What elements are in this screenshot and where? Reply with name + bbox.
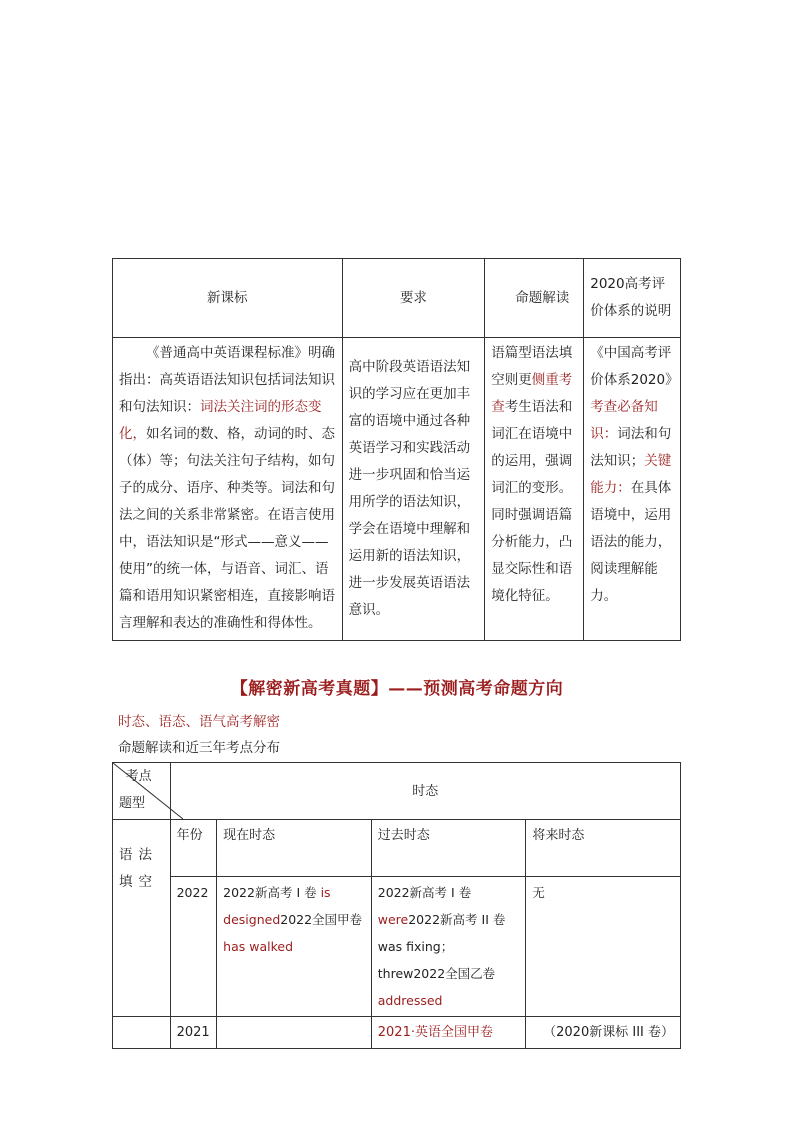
requirements-cell — [342, 338, 485, 641]
past-2022 — [371, 877, 526, 1017]
evaluation-knowledge: 考查必备知识： — [590, 399, 658, 442]
past-2022-b: were — [377, 912, 409, 927]
standards-table — [112, 258, 681, 641]
year-2022: 2022 — [170, 877, 217, 1017]
interpretation-a: 语篇型语法填空则更 — [491, 345, 573, 388]
header-evaluation-system: 2020高考评价体系的说明 — [584, 259, 681, 338]
present-2022-b: is designed — [223, 885, 331, 927]
requirements-text: 高中阶段英语语法知识的学习应在更加丰富的语境中通过各种英语学习和实践活动进一步巩固和恰当运用所学的语法知识，学会在语境中理解和运用新的语法知识，进一步发展英语语法意识。 — [348, 359, 471, 618]
diagonal-header-cell — [113, 763, 171, 820]
past-2021: 2021·英语全国甲卷 — [371, 1017, 526, 1049]
new-standard-cell — [113, 338, 343, 641]
past-header: 过去时态 — [371, 820, 526, 877]
evaluation-ability: 关键能力： — [590, 453, 672, 496]
header-new-standard: 新课标 — [113, 259, 343, 338]
interpretation-cell — [485, 338, 584, 641]
year-header: 年份 — [170, 820, 217, 877]
present-2021 — [217, 1017, 372, 1049]
present-2022-c: 2022全国甲卷 — [280, 912, 363, 927]
diag-bottom-label: 题型 — [119, 796, 146, 811]
evaluation-cell — [584, 338, 681, 641]
past-2022-c: 2022新高考 II 卷 was fixing；threw2022全国乙卷 — [377, 912, 506, 981]
evaluation-a: 《中国高考评价体系2020》 — [590, 345, 679, 388]
present-2022-a: 2022新高考 I 卷 — [223, 885, 321, 900]
header-interpretation: 命题解读 — [485, 259, 584, 338]
subheading-tense: 时态、语态、语气高考解密 — [118, 714, 280, 730]
row-label-continued — [113, 1017, 171, 1049]
future-2021: （2020新课标 III 卷） — [526, 1017, 681, 1049]
evaluation-c: 词法和句法知识； — [590, 426, 672, 469]
row-label: 语法填空 — [113, 820, 171, 1017]
future-2022: 无 — [526, 877, 681, 1017]
header-requirements: 要求 — [342, 259, 485, 338]
year-2021: 2021 — [170, 1017, 217, 1049]
evaluation-e: 在具体语境中，运用语法的能力，阅读理解能力。 — [590, 480, 672, 604]
tense-title: 时态 — [170, 763, 680, 820]
diag-top-label: 考点 — [125, 769, 152, 784]
standard-highlight: 词法关注词的形态变化， — [119, 399, 322, 442]
past-2022-a: 2022新高考 I 卷 — [377, 885, 472, 900]
present-2022-d: has walked — [223, 939, 293, 954]
present-2022 — [217, 877, 372, 1017]
interpretation-c: 考生语法和词汇在语境中的运用，强调词汇的变形。同时强调语篇分析能力，凸显交际性和语境化特征。 — [491, 399, 573, 604]
subheading-distribution: 命题解读和近三年考点分布 — [118, 740, 280, 756]
present-header: 现在时态 — [217, 820, 372, 877]
section-heading: 【解密新高考真题】——预测高考命题方向 — [230, 679, 564, 699]
standard-body: 如名词的数、格，动词的时、态（体）等；句法关注句子结构，如句子的成分、语序、种类等。词法和句法之间的关系非常紧密。在语言使用中，语法知识是“形式——意义——使用”的统一体，与语音、词汇、语篇和语用知识紧密相连，直接影响语言理解和表达的准确性和得体性。 — [119, 426, 335, 631]
past-2022-d: addressed — [377, 993, 443, 1008]
exam-points-table — [112, 762, 681, 1049]
future-header: 将来时态 — [526, 820, 681, 877]
standard-lead: 《普通高中英语课程标准》明确指出：高英语语法知识包括词法知识和句法知识： — [119, 345, 335, 415]
interpretation-highlight: 侧重考查 — [491, 372, 573, 415]
